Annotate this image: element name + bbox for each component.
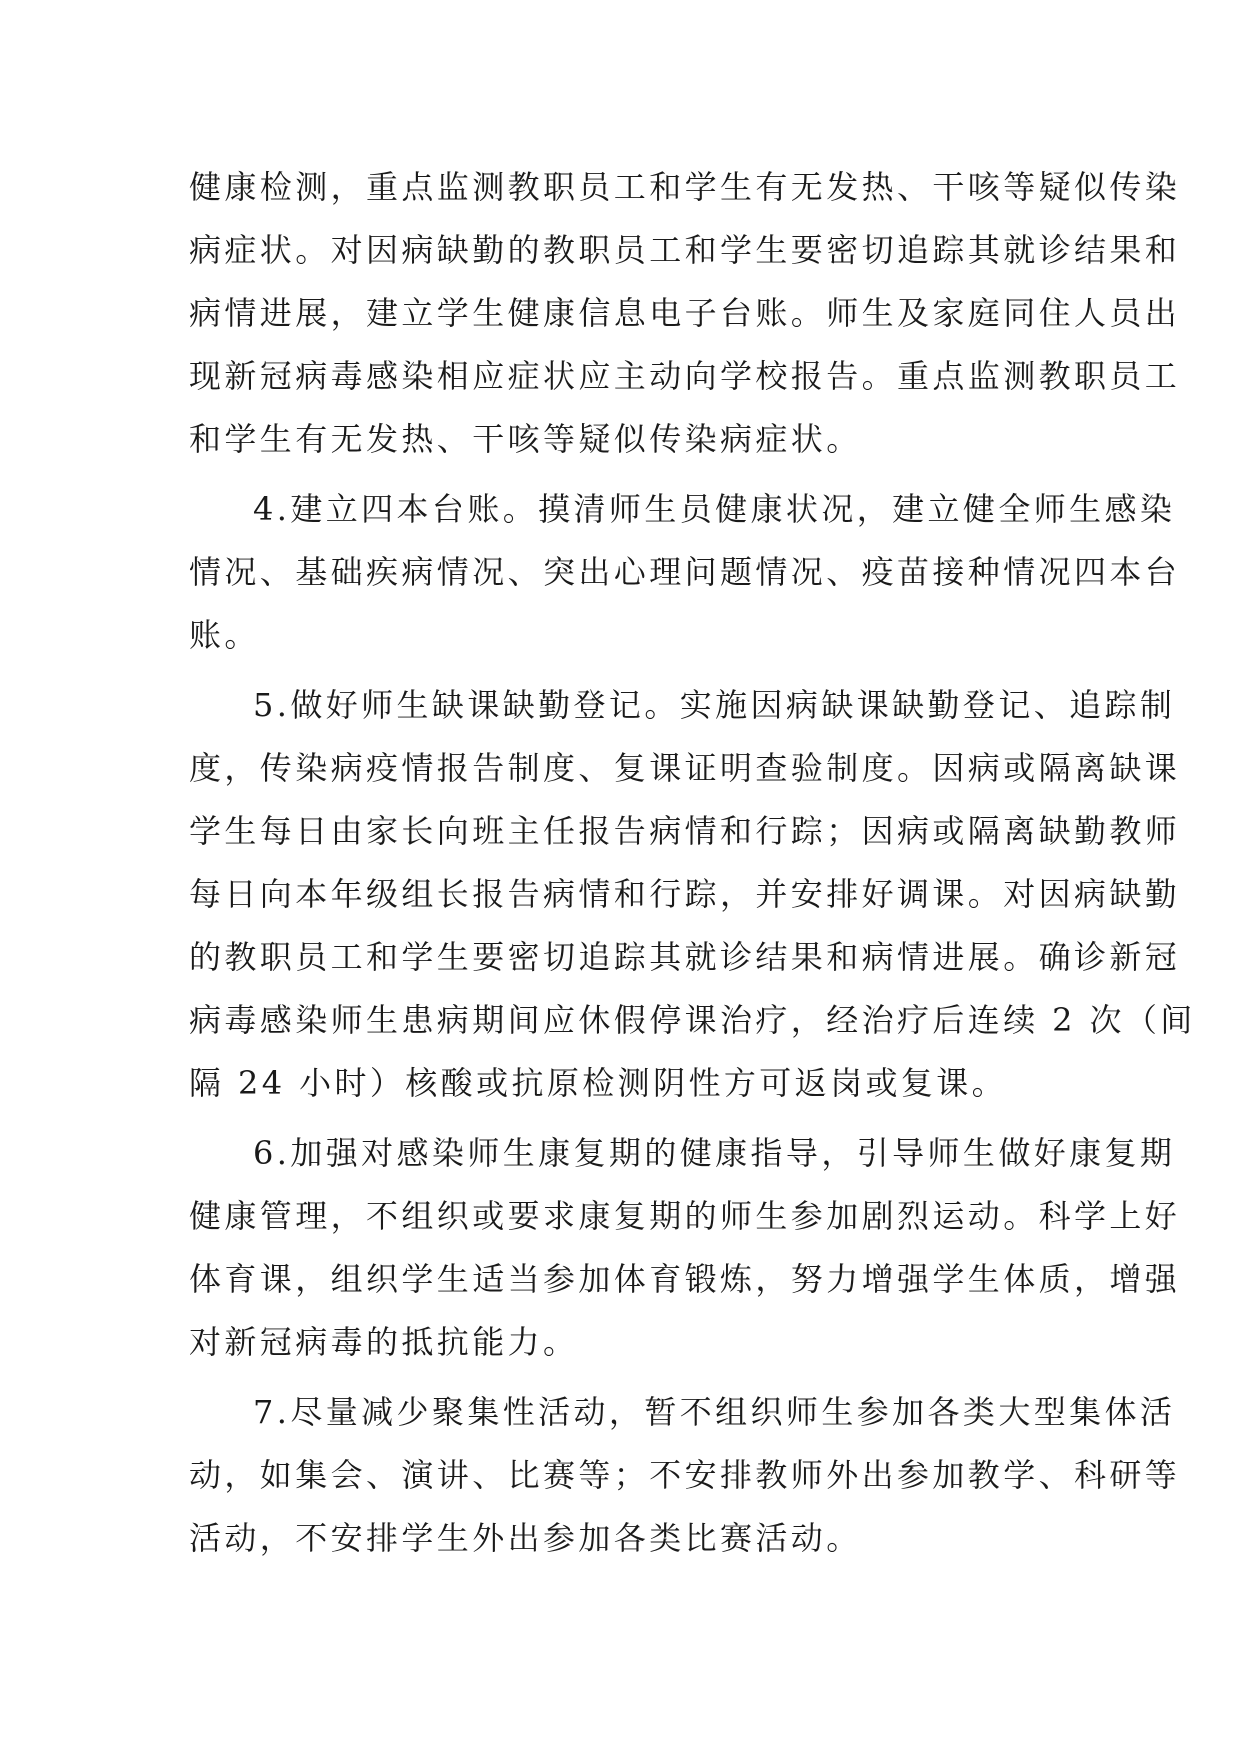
text-line: 活动，不安排学生外出参加各类比赛活动。: [189, 1519, 862, 1557]
text-line: 情况、基础疾病情况、突出心理问题情况、疫苗接种情况四本台: [189, 553, 1181, 591]
text-line: 和学生有无发热、干咳等疑似传染病症状。: [189, 420, 862, 458]
text-line: 账。: [189, 616, 260, 654]
text-line: 7.尽量减少聚集性活动，暂不组织师生参加各类大型集体活: [253, 1393, 1176, 1431]
text-line: 病情进展，建立学生健康信息电子台账。师生及家庭同住人员出: [189, 294, 1181, 332]
text-line: 对新冠病毒的抵抗能力。: [189, 1323, 579, 1361]
text-line: 病毒感染师生患病期间应休假停课治疗，经治疗后连续 2 次（间: [189, 1001, 1196, 1039]
document-body: [189, 156, 1196, 1570]
text-line: 的教职员工和学生要密切追踪其就诊结果和病情进展。确诊新冠: [189, 938, 1181, 976]
paragraph-health-monitoring: [189, 156, 1181, 471]
text-line: 度，传染病疫情报告制度、复课证明查验制度。因病或隔离缺课: [189, 749, 1181, 787]
paragraph-item-4: [189, 478, 1181, 667]
paragraph-item-6: [189, 1122, 1181, 1374]
text-line: 健康检测，重点监测教职员工和学生有无发热、干咳等疑似传染: [189, 168, 1181, 206]
text-line: 健康管理，不组织或要求康复期的师生参加剧烈运动。科学上好: [189, 1197, 1181, 1235]
text-line: 6.加强对感染师生康复期的健康指导，引导师生做好康复期: [253, 1134, 1176, 1172]
text-line: 隔 24 小时）核酸或抗原检测阴性方可返岗或复课。: [189, 1064, 1008, 1102]
text-line: 现新冠病毒感染相应症状应主动向学校报告。重点监测教职员工: [189, 357, 1181, 395]
text-line: 每日向本年级组长报告病情和行踪，并安排好调课。对因病缺勤: [189, 875, 1181, 913]
text-line: 学生每日由家长向班主任报告病情和行踪；因病或隔离缺勤教师: [189, 812, 1181, 850]
text-line: 动，如集会、演讲、比赛等；不安排教师外出参加教学、科研等: [189, 1456, 1181, 1494]
text-line: 体育课，组织学生适当参加体育锻炼，努力增强学生体质，增强: [189, 1260, 1181, 1298]
text-line: 病症状。对因病缺勤的教职员工和学生要密切追踪其就诊结果和: [189, 231, 1181, 269]
paragraph-item-7: [189, 1381, 1181, 1570]
paragraph-item-5: [189, 674, 1196, 1115]
text-line: 4.建立四本台账。摸清师生员健康状况，建立健全师生感染: [253, 490, 1176, 528]
text-line: 5.做好师生缺课缺勤登记。实施因病缺课缺勤登记、追踪制: [253, 686, 1176, 724]
